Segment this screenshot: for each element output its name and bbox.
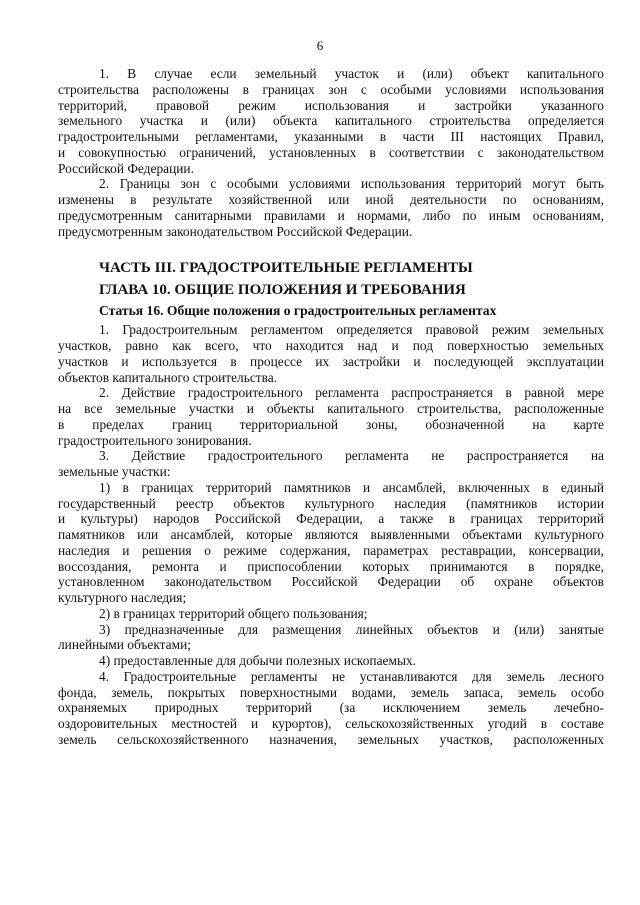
article-heading: Статья 16. Общие положения о градостроительных регламентах: [99, 303, 497, 319]
text-line: 1. В случае если земельный участок и (или) объект капитального: [99, 66, 604, 81]
text-line: фонда, земель, покрытых поверхностными водами, земель запаса, земель особо: [58, 684, 604, 700]
text-line: 2) в границах территорий общего пользования;: [99, 605, 368, 621]
paragraph: [58, 176, 604, 239]
text-line: земель сельскохозяйственного назначения, земельных участков, расположенных: [58, 731, 604, 747]
text-line: 4. Градостроительные регламенты не устанавливаются для земель лесного: [99, 668, 604, 684]
text-line: Российской Федерации.: [58, 160, 194, 176]
paragraph: [58, 480, 604, 606]
paragraph: [58, 622, 604, 654]
text-line: градостроительными регламентами, указанными в части III настоящих Правил,: [58, 129, 604, 144]
section-heading: ЧАСТЬ III. ГРАДОСТРОИТЕЛЬНЫЕ РЕГЛАМЕНТЫ: [99, 260, 473, 277]
text-line: линейными объектами;: [58, 637, 191, 653]
text-line: объектов капитального строительства.: [58, 369, 278, 385]
text-line: градостроительного зонирования.: [58, 432, 252, 448]
paragraph: [58, 322, 604, 385]
text-line: и культуры) народов Российской Федерации, а также в границах территорий: [58, 511, 604, 527]
text-line: в пределах границ территориальной зоны, обозначенной на карте: [58, 416, 604, 432]
text-line: 1) в границах территорий памятников и ансамблей, включенных в единый: [99, 479, 604, 495]
text-line: 3. Действие градостроительного регламента не распространяется на: [99, 448, 604, 464]
text-line: на все земельные участки и объекты капитального строительства, расположенные: [58, 401, 604, 416]
text-line: участков, равно как всего, что находится над и под поверхностью земельных: [58, 338, 604, 353]
text-line: 2. Границы зон с особыми условиями использования территорий могут быть: [99, 176, 604, 192]
text-line: 2. Действие градостроительного регламента распространяется в равной мере: [99, 385, 604, 401]
text-line: земельного участка и (или) объекта капитального строительства определяется: [58, 113, 604, 129]
text-line: наследия и решения о режиме содержания, параметрах реставрации, консервации,: [58, 542, 604, 558]
block-spacer: [58, 239, 604, 257]
text-line: предусмотренным санитарными правилами и нормами, либо по иным основаниям,: [58, 207, 604, 223]
text-line: и совокупностью ограничений, установленных в соответствии с законодательством: [58, 144, 604, 160]
text-line: 4) предоставленные для добычи полезных ископаемых.: [99, 653, 417, 668]
text-line: 3) предназначенные для размещения линейных объектов и (или) занятые: [99, 621, 604, 637]
paragraph: [58, 653, 604, 669]
text-line: предусмотренным законодательством Российской Федерации.: [58, 223, 413, 239]
paragraph: [58, 669, 604, 748]
text-line: территорий, правовой режим использования и застройки указанного: [58, 97, 604, 113]
paragraph: [58, 66, 604, 176]
text-line: оздоровительных местностей и курортов), сельскохозяйственных угодий в составе: [58, 716, 604, 731]
section-heading: ГЛАВА 10. ОБЩИЕ ПОЛОЖЕНИЯ И ТРЕБОВАНИЯ: [99, 282, 466, 299]
paragraph: [58, 385, 604, 448]
paragraph: [58, 448, 604, 480]
text-line: воссоздания, ремонта и приспособлении которых принимаются в порядке,: [58, 558, 604, 574]
text-line: строительства расположены в границах зон с особыми условиями использования: [58, 81, 604, 97]
text-line: культурного наследия;: [58, 590, 187, 605]
text-line: земельные участки:: [58, 464, 171, 479]
document-body: [58, 66, 604, 748]
paragraph: [58, 606, 604, 622]
text-line: изменены в результате хозяйственной или иной деятельности по основаниям,: [58, 192, 604, 207]
text-line: 1. Градостроительным регламентом определяется правовой режим земельных: [99, 322, 604, 338]
page-number: 6: [316, 38, 324, 53]
text-line: охраняемых природных территорий (за исключением земель лечебно-: [58, 700, 604, 716]
text-line: участков и используется в процессе их застройки и последующей эксплуатации: [58, 353, 604, 369]
text-line: государственный реестр объектов культурного наследия (памятников истории: [58, 495, 604, 511]
text-line: установленном законодательством Российской Федерации об охране объектов: [58, 574, 604, 590]
text-line: памятников или ансамблей, которые являются выявленными объектами культурного: [58, 527, 604, 542]
